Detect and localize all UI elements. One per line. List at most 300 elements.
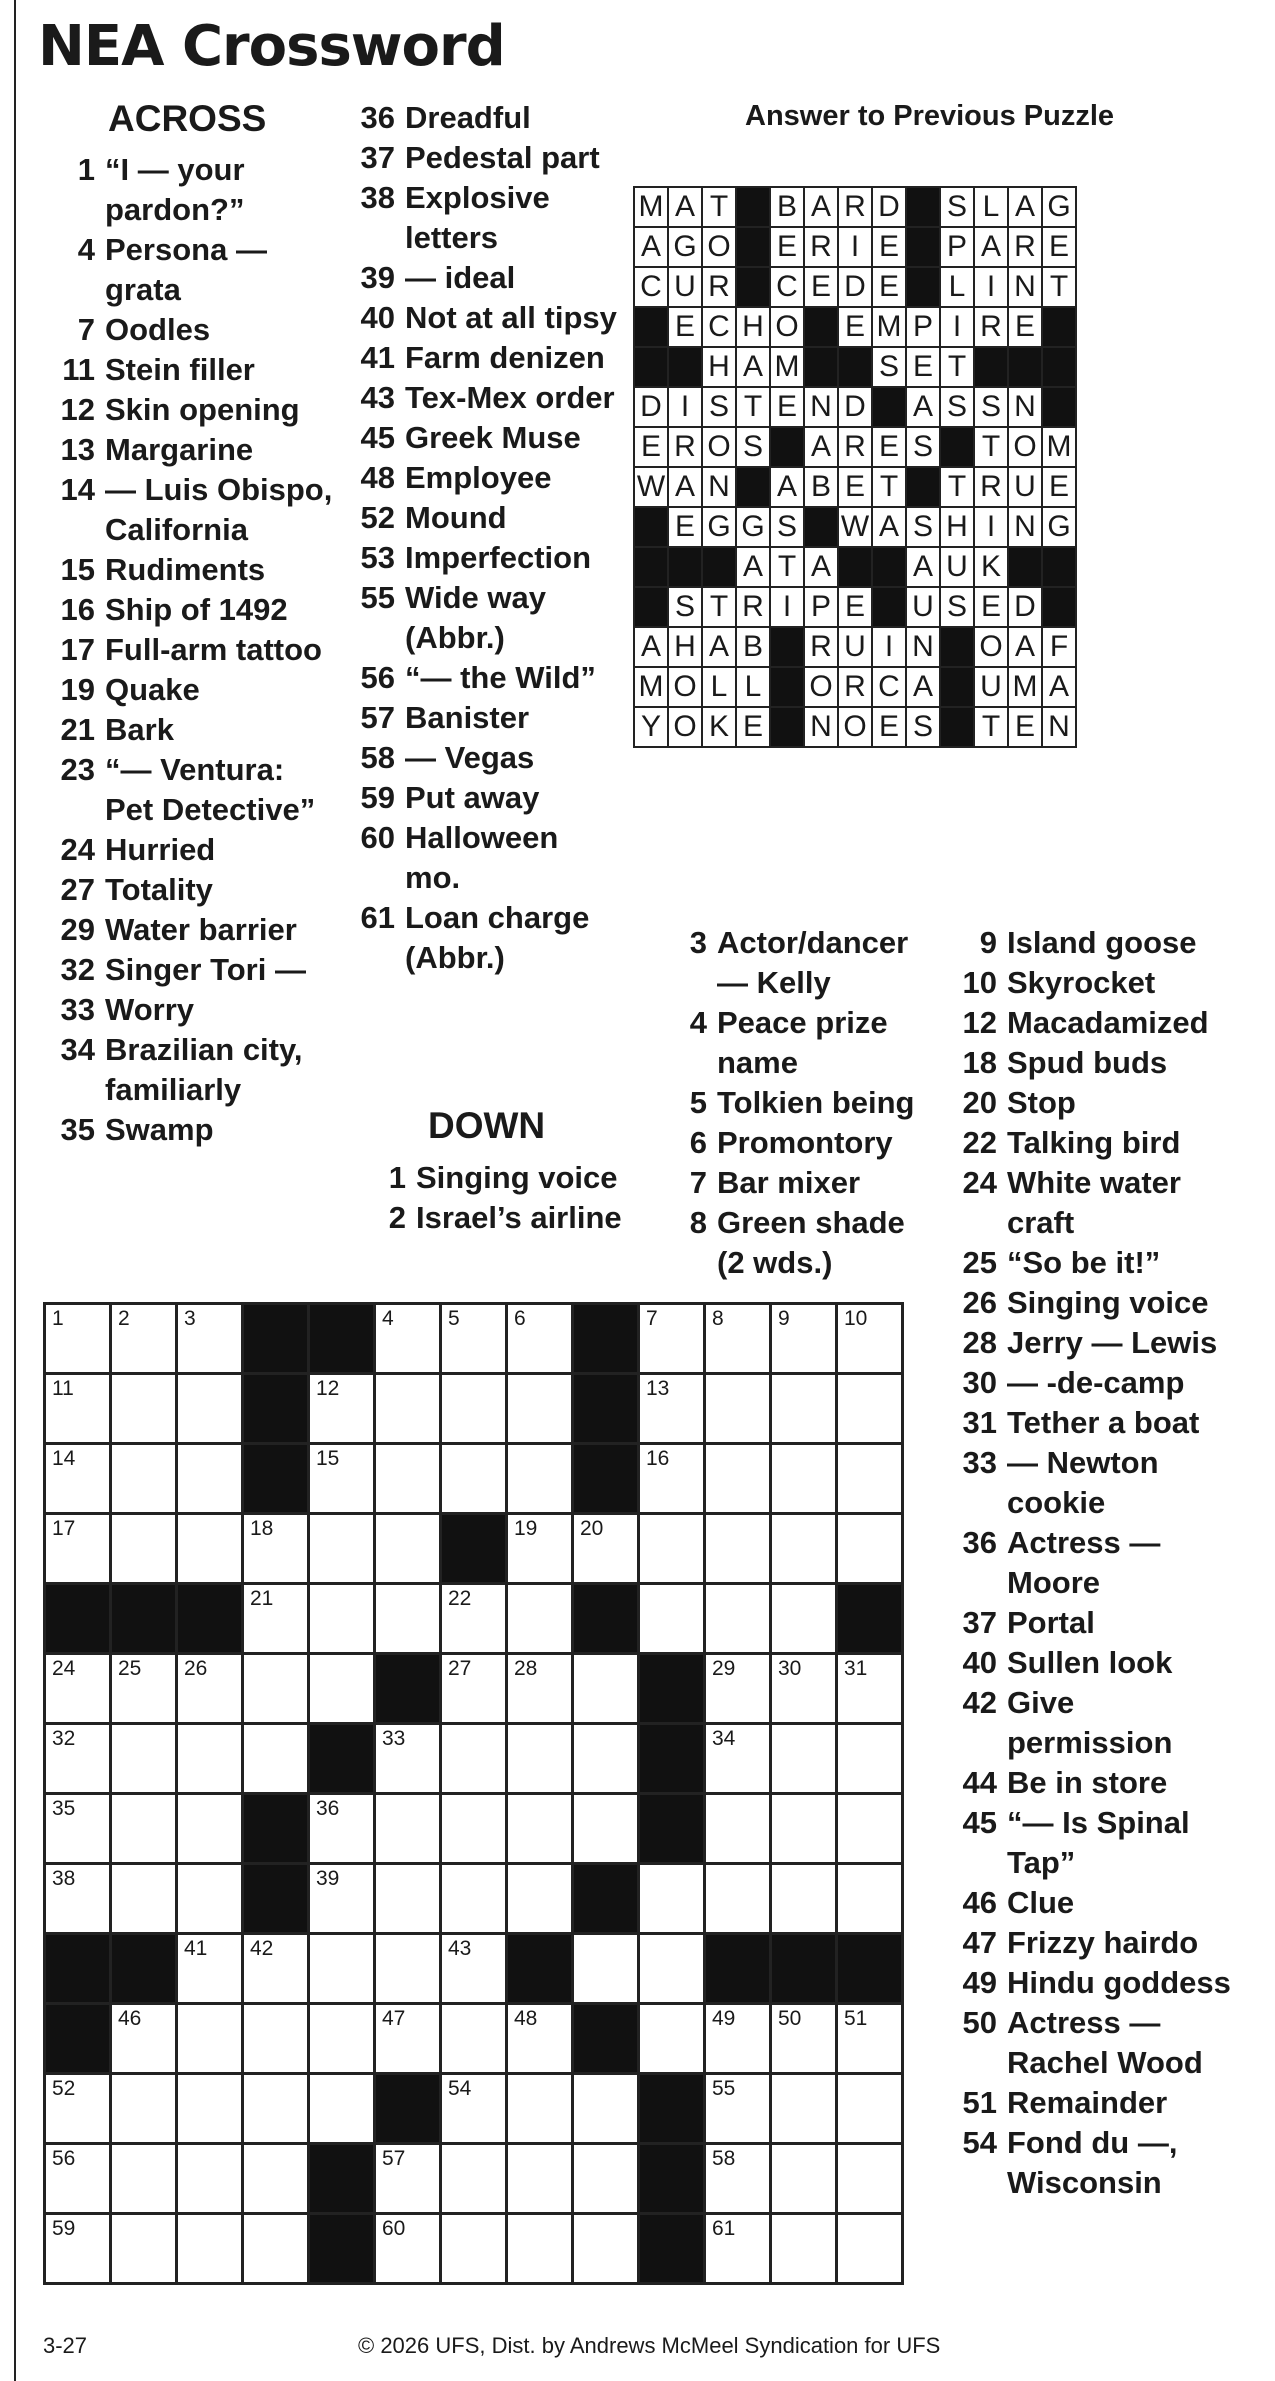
grid-block (837, 1584, 903, 1654)
answer-letter: R (838, 187, 872, 227)
grid-cell[interactable] (45, 1444, 111, 1514)
grid-cell[interactable] (309, 1934, 375, 2004)
clue-number: 14 (60, 472, 95, 507)
answer-letter: D (838, 387, 872, 427)
grid-cell[interactable] (375, 1864, 441, 1934)
grid-cell[interactable] (837, 2004, 903, 2074)
grid-cell[interactable] (573, 1654, 639, 1724)
grid-cell[interactable] (45, 1654, 111, 1724)
answer-letter: A (804, 427, 838, 467)
grid-cell[interactable] (507, 1304, 573, 1374)
clue-text: Jerry — Lewis (1007, 1325, 1218, 1360)
cell-number: 28 (514, 1657, 538, 1680)
clue-text: Hurried (105, 832, 216, 867)
grid-cell[interactable] (309, 1794, 375, 1864)
answer-letter: Y (634, 707, 668, 747)
grid-cell[interactable] (375, 1584, 441, 1654)
answer-block (872, 547, 906, 587)
grid-cell[interactable] (177, 1374, 243, 1444)
grid-cell[interactable] (507, 1444, 573, 1514)
clue-item (350, 338, 620, 378)
grid-cell[interactable] (771, 1794, 837, 1864)
clue-item (50, 310, 340, 350)
answer-letter: R (974, 467, 1008, 507)
grid-cell[interactable] (573, 1724, 639, 1794)
clue-item (952, 1763, 1232, 1803)
answer-letter: U (906, 587, 940, 627)
answer-letter: R (804, 227, 838, 267)
clue-number: 26 (962, 1285, 997, 1320)
grid-cell[interactable] (177, 2074, 243, 2144)
clue-number: 13 (60, 432, 95, 467)
answer-letter: S (770, 507, 804, 547)
grid-cell[interactable] (243, 1514, 309, 1584)
cell-number: 6 (514, 1307, 526, 1330)
clue-text: “— the Wild” (405, 660, 596, 695)
clue-item (350, 818, 620, 898)
grid-cell[interactable] (837, 1864, 903, 1934)
clue-text: Mound (405, 500, 507, 535)
grid-cell[interactable] (309, 1374, 375, 1444)
grid-cell[interactable] (243, 2144, 309, 2214)
grid-cell[interactable] (771, 1444, 837, 1514)
answer-letter: C (770, 267, 804, 307)
grid-cell[interactable] (771, 2214, 837, 2284)
cell-number: 1 (52, 1307, 64, 1330)
answer-letter: M (872, 307, 906, 347)
grid-cell[interactable] (639, 1584, 705, 1654)
grid-cell[interactable] (441, 1934, 507, 2004)
answer-letter: P (804, 587, 838, 627)
grid-cell[interactable] (309, 1584, 375, 1654)
clue-item (50, 670, 340, 710)
grid-cell[interactable] (705, 1304, 771, 1374)
grid-cell[interactable] (507, 1864, 573, 1934)
grid-cell[interactable] (111, 2004, 177, 2074)
grid-cell[interactable] (441, 1794, 507, 1864)
answer-letter: N (804, 707, 838, 747)
cell-number: 47 (382, 2007, 406, 2030)
grid-cell[interactable] (771, 2144, 837, 2214)
grid-block (45, 1934, 111, 2004)
grid-cell[interactable] (441, 2074, 507, 2144)
answer-letter: G (1042, 187, 1076, 227)
cell-number: 48 (514, 2007, 538, 2030)
answer-block (872, 587, 906, 627)
clue-number: 55 (360, 580, 395, 615)
grid-cell[interactable] (243, 2074, 309, 2144)
grid-cell[interactable] (243, 1934, 309, 2004)
grid-cell[interactable] (705, 1724, 771, 1794)
cell-number: 33 (382, 1727, 406, 1750)
grid-cell[interactable] (771, 2074, 837, 2144)
grid-cell[interactable] (441, 2144, 507, 2214)
clue-item (50, 470, 340, 550)
grid-cell[interactable] (507, 1584, 573, 1654)
clue-item (361, 1158, 631, 1198)
clue-text: Ship of 1492 (105, 592, 288, 627)
grid-cell[interactable] (243, 2004, 309, 2074)
grid-cell[interactable] (177, 1934, 243, 2004)
grid-cell[interactable] (111, 1444, 177, 1514)
grid-cell[interactable] (177, 1794, 243, 1864)
clue-text: White water craft (1007, 1165, 1181, 1240)
grid-cell[interactable] (573, 2074, 639, 2144)
answer-block (838, 547, 872, 587)
answer-block (634, 507, 668, 547)
cell-number: 61 (712, 2217, 736, 2240)
cell-number: 25 (118, 1657, 142, 1680)
cell-number: 31 (844, 1657, 868, 1680)
grid-cell[interactable] (639, 1304, 705, 1374)
grid-cell[interactable] (309, 1654, 375, 1724)
answer-letter: F (1042, 627, 1076, 667)
clue-item (952, 1163, 1232, 1243)
clue-number: 25 (962, 1245, 997, 1280)
clue-item (50, 870, 340, 910)
grid-cell[interactable] (705, 1794, 771, 1864)
grid-cell[interactable] (45, 1514, 111, 1584)
clue-item (350, 178, 620, 258)
clue-item (50, 910, 340, 950)
grid-cell[interactable] (639, 1444, 705, 1514)
grid-cell[interactable] (111, 2074, 177, 2144)
grid-cell[interactable] (837, 2214, 903, 2284)
clue-text: Promontory (717, 1125, 893, 1160)
grid-cell[interactable] (771, 1304, 837, 1374)
grid-cell[interactable] (111, 1654, 177, 1724)
grid-cell[interactable] (375, 1374, 441, 1444)
grid-cell[interactable] (177, 1864, 243, 1934)
grid-block (771, 1934, 837, 2004)
grid-cell[interactable] (45, 1794, 111, 1864)
grid-cell[interactable] (705, 1864, 771, 1934)
answer-letter: D (634, 387, 668, 427)
across-clue-column-2 (350, 98, 620, 978)
answer-letter: K (974, 547, 1008, 587)
cell-number: 34 (712, 1727, 736, 1750)
answer-letter: S (940, 187, 974, 227)
grid-cell[interactable] (111, 1514, 177, 1584)
clue-number: 24 (962, 1165, 997, 1200)
clue-item (952, 1963, 1232, 2003)
grid-block (111, 1934, 177, 2004)
clue-number: 33 (962, 1445, 997, 1480)
grid-cell[interactable] (573, 2144, 639, 2214)
clue-item (952, 963, 1232, 1003)
clue-number: 30 (962, 1365, 997, 1400)
clue-number: 32 (60, 952, 95, 987)
grid-cell[interactable] (837, 2074, 903, 2144)
grid-cell[interactable] (837, 1374, 903, 1444)
grid-cell[interactable] (243, 1584, 309, 1654)
grid-cell[interactable] (309, 1444, 375, 1514)
grid-cell[interactable] (705, 2004, 771, 2074)
footer-date: 3-27 (43, 2333, 88, 2358)
page-title: NEA Crossword (38, 14, 505, 79)
grid-cell[interactable] (177, 2214, 243, 2284)
grid-cell[interactable] (45, 2144, 111, 2214)
grid-cell[interactable] (507, 2004, 573, 2074)
grid-cell[interactable] (177, 1724, 243, 1794)
grid-block (177, 1584, 243, 1654)
grid-cell[interactable] (45, 2074, 111, 2144)
grid-cell[interactable] (441, 1654, 507, 1724)
clue-item (350, 418, 620, 458)
answer-letter: T (702, 587, 736, 627)
cell-number: 27 (448, 1657, 472, 1680)
grid-cell[interactable] (111, 1864, 177, 1934)
grid-cell[interactable] (705, 2144, 771, 2214)
grid-cell[interactable] (837, 1654, 903, 1724)
grid-cell[interactable] (243, 1724, 309, 1794)
answer-letter: E (668, 307, 702, 347)
grid-block (639, 1794, 705, 1864)
clue-item (50, 230, 340, 310)
cell-number: 50 (778, 2007, 802, 2030)
answer-letter: N (702, 467, 736, 507)
answer-letter: A (906, 547, 940, 587)
grid-block (507, 1934, 573, 2004)
answer-letter: N (804, 387, 838, 427)
grid-cell[interactable] (111, 1724, 177, 1794)
clue-item (662, 1003, 927, 1083)
grid-cell[interactable] (507, 1724, 573, 1794)
answer-block (906, 467, 940, 507)
clue-item (50, 430, 340, 470)
clue-item (952, 2003, 1232, 2083)
clue-item (952, 1123, 1232, 1163)
clue-number: 49 (962, 1965, 997, 2000)
answer-letter: E (668, 507, 702, 547)
grid-cell[interactable] (837, 1444, 903, 1514)
grid-cell[interactable] (177, 1654, 243, 1724)
cell-number: 54 (448, 2077, 472, 2100)
grid-cell[interactable] (375, 1934, 441, 2004)
answer-letter: G (1042, 507, 1076, 547)
clue-item (350, 98, 620, 138)
grid-cell[interactable] (441, 1724, 507, 1794)
answer-letter: R (974, 307, 1008, 347)
grid-cell[interactable] (771, 1584, 837, 1654)
clue-item (50, 710, 340, 750)
grid-cell[interactable] (309, 2004, 375, 2074)
cell-number: 49 (712, 2007, 736, 2030)
grid-cell[interactable] (441, 2214, 507, 2284)
grid-cell[interactable] (771, 2004, 837, 2074)
grid-cell[interactable] (639, 2004, 705, 2074)
grid-cell[interactable] (705, 1444, 771, 1514)
grid-cell[interactable] (111, 2144, 177, 2214)
grid-cell[interactable] (507, 2144, 573, 2214)
grid-cell[interactable] (771, 1374, 837, 1444)
grid-cell[interactable] (177, 2004, 243, 2074)
grid-cell[interactable] (705, 1654, 771, 1724)
grid-block (111, 1584, 177, 1654)
grid-cell[interactable] (177, 1444, 243, 1514)
grid-cell[interactable] (45, 1304, 111, 1374)
grid-cell[interactable] (573, 1794, 639, 1864)
grid-cell[interactable] (111, 1794, 177, 1864)
grid-cell[interactable] (441, 1584, 507, 1654)
clue-number: 61 (360, 900, 395, 935)
clue-item (350, 898, 620, 978)
answer-letter: O (1008, 427, 1042, 467)
answer-letter: P (940, 227, 974, 267)
grid-cell[interactable] (111, 1304, 177, 1374)
answer-letter: E (872, 427, 906, 467)
grid-cell[interactable] (441, 1444, 507, 1514)
grid-cell[interactable] (309, 1864, 375, 1934)
grid-cell[interactable] (639, 1374, 705, 1444)
grid-cell[interactable] (111, 2214, 177, 2284)
clue-text: Dreadful (405, 100, 531, 135)
grid-cell[interactable] (837, 1724, 903, 1794)
grid-cell[interactable] (837, 1514, 903, 1584)
grid-cell[interactable] (771, 1864, 837, 1934)
grid-cell[interactable] (573, 1514, 639, 1584)
grid-cell[interactable] (705, 1514, 771, 1584)
grid-cell[interactable] (771, 1654, 837, 1724)
clue-text: Skin opening (105, 392, 300, 427)
grid-cell[interactable] (705, 1584, 771, 1654)
clue-text: — ideal (405, 260, 516, 295)
clue-number: 36 (962, 1525, 997, 1560)
clue-text: Employee (405, 460, 552, 495)
answer-letter: D (1008, 587, 1042, 627)
answer-block (940, 427, 974, 467)
answer-letter: S (974, 387, 1008, 427)
grid-cell[interactable] (309, 1514, 375, 1584)
grid-cell[interactable] (177, 1304, 243, 1374)
clue-item (350, 498, 620, 538)
grid-cell[interactable] (507, 1374, 573, 1444)
answer-letter: T (940, 467, 974, 507)
answer-letter: M (770, 347, 804, 387)
grid-cell[interactable] (111, 1374, 177, 1444)
grid-cell[interactable] (771, 1514, 837, 1584)
clue-number: 29 (60, 912, 95, 947)
answer-letter: T (974, 707, 1008, 747)
grid-cell[interactable] (837, 1794, 903, 1864)
grid-cell[interactable] (507, 2074, 573, 2144)
clue-text: Imperfection (405, 540, 592, 575)
grid-cell[interactable] (375, 2004, 441, 2074)
grid-block (309, 2144, 375, 2214)
grid-cell[interactable] (639, 1934, 705, 2004)
answer-letter: A (634, 627, 668, 667)
grid-cell[interactable] (309, 2074, 375, 2144)
grid-cell[interactable] (243, 1654, 309, 1724)
answer-block (1042, 387, 1076, 427)
grid-cell[interactable] (45, 1864, 111, 1934)
cell-number: 42 (250, 1937, 274, 1960)
answer-letter: A (668, 467, 702, 507)
answer-letter: R (838, 667, 872, 707)
cell-number: 8 (712, 1307, 724, 1330)
grid-cell[interactable] (705, 2214, 771, 2284)
grid-cell[interactable] (375, 1794, 441, 1864)
grid-cell[interactable] (771, 1724, 837, 1794)
clue-text: “I — your pardon?” (105, 152, 245, 227)
grid-cell[interactable] (375, 2144, 441, 2214)
answer-block (1042, 307, 1076, 347)
clue-number: 27 (60, 872, 95, 907)
grid-cell[interactable] (441, 1304, 507, 1374)
grid-cell[interactable] (837, 2144, 903, 2214)
grid-cell[interactable] (375, 2214, 441, 2284)
clue-text: Stein filler (105, 352, 255, 387)
grid-cell[interactable] (705, 2074, 771, 2144)
grid-cell[interactable] (177, 2144, 243, 2214)
grid-cell[interactable] (507, 1794, 573, 1864)
grid-cell[interactable] (375, 1724, 441, 1794)
answer-letter: N (1008, 507, 1042, 547)
grid-cell[interactable] (441, 1864, 507, 1934)
grid-cell[interactable] (639, 1514, 705, 1584)
answer-block (940, 707, 974, 747)
cell-number: 2 (118, 1307, 130, 1330)
clue-number: 57 (360, 700, 395, 735)
answer-letter: E (770, 227, 804, 267)
clue-text: Bark (105, 712, 174, 747)
grid-cell[interactable] (375, 1304, 441, 1374)
grid-cell[interactable] (177, 1514, 243, 1584)
answer-letter: M (1008, 667, 1042, 707)
answer-letter: O (974, 627, 1008, 667)
grid-block (243, 1374, 309, 1444)
answer-block (634, 547, 668, 587)
clue-text: Explosive letters (405, 180, 550, 255)
grid-cell[interactable] (441, 1374, 507, 1444)
clue-number: 56 (360, 660, 395, 695)
answer-letter: E (906, 347, 940, 387)
answer-block (702, 547, 736, 587)
grid-cell[interactable] (507, 2214, 573, 2284)
grid-cell[interactable] (45, 1374, 111, 1444)
clue-text: Give permission (1007, 1685, 1173, 1760)
grid-cell[interactable] (45, 1724, 111, 1794)
grid-cell[interactable] (375, 1444, 441, 1514)
grid-cell[interactable] (45, 2214, 111, 2284)
answer-letter: M (1042, 427, 1076, 467)
grid-cell[interactable] (507, 1514, 573, 1584)
grid-cell[interactable] (243, 2214, 309, 2284)
clue-number: 54 (962, 2125, 997, 2160)
grid-cell[interactable] (705, 1374, 771, 1444)
clue-text: Full-arm tattoo (105, 632, 322, 667)
answer-letter: A (668, 187, 702, 227)
clue-number: 4 (77, 232, 95, 267)
answer-letter: A (872, 507, 906, 547)
clue-number: 22 (962, 1125, 997, 1160)
grid-cell[interactable] (573, 1934, 639, 2004)
grid-cell[interactable] (507, 1654, 573, 1724)
clue-text: Worry (105, 992, 195, 1027)
clue-text: Actor/dancer — Kelly (717, 925, 909, 1000)
answer-letter: T (872, 467, 906, 507)
grid-cell[interactable] (837, 1304, 903, 1374)
grid-cell[interactable] (375, 1514, 441, 1584)
grid-cell[interactable] (573, 2214, 639, 2284)
clue-text: Margarine (105, 432, 254, 467)
grid-block (375, 2074, 441, 2144)
cell-number: 38 (52, 1867, 76, 1890)
grid-cell[interactable] (639, 1864, 705, 1934)
grid-cell[interactable] (441, 2004, 507, 2074)
clue-text: Halloween mo. (405, 820, 559, 895)
clue-item (952, 1323, 1232, 1363)
